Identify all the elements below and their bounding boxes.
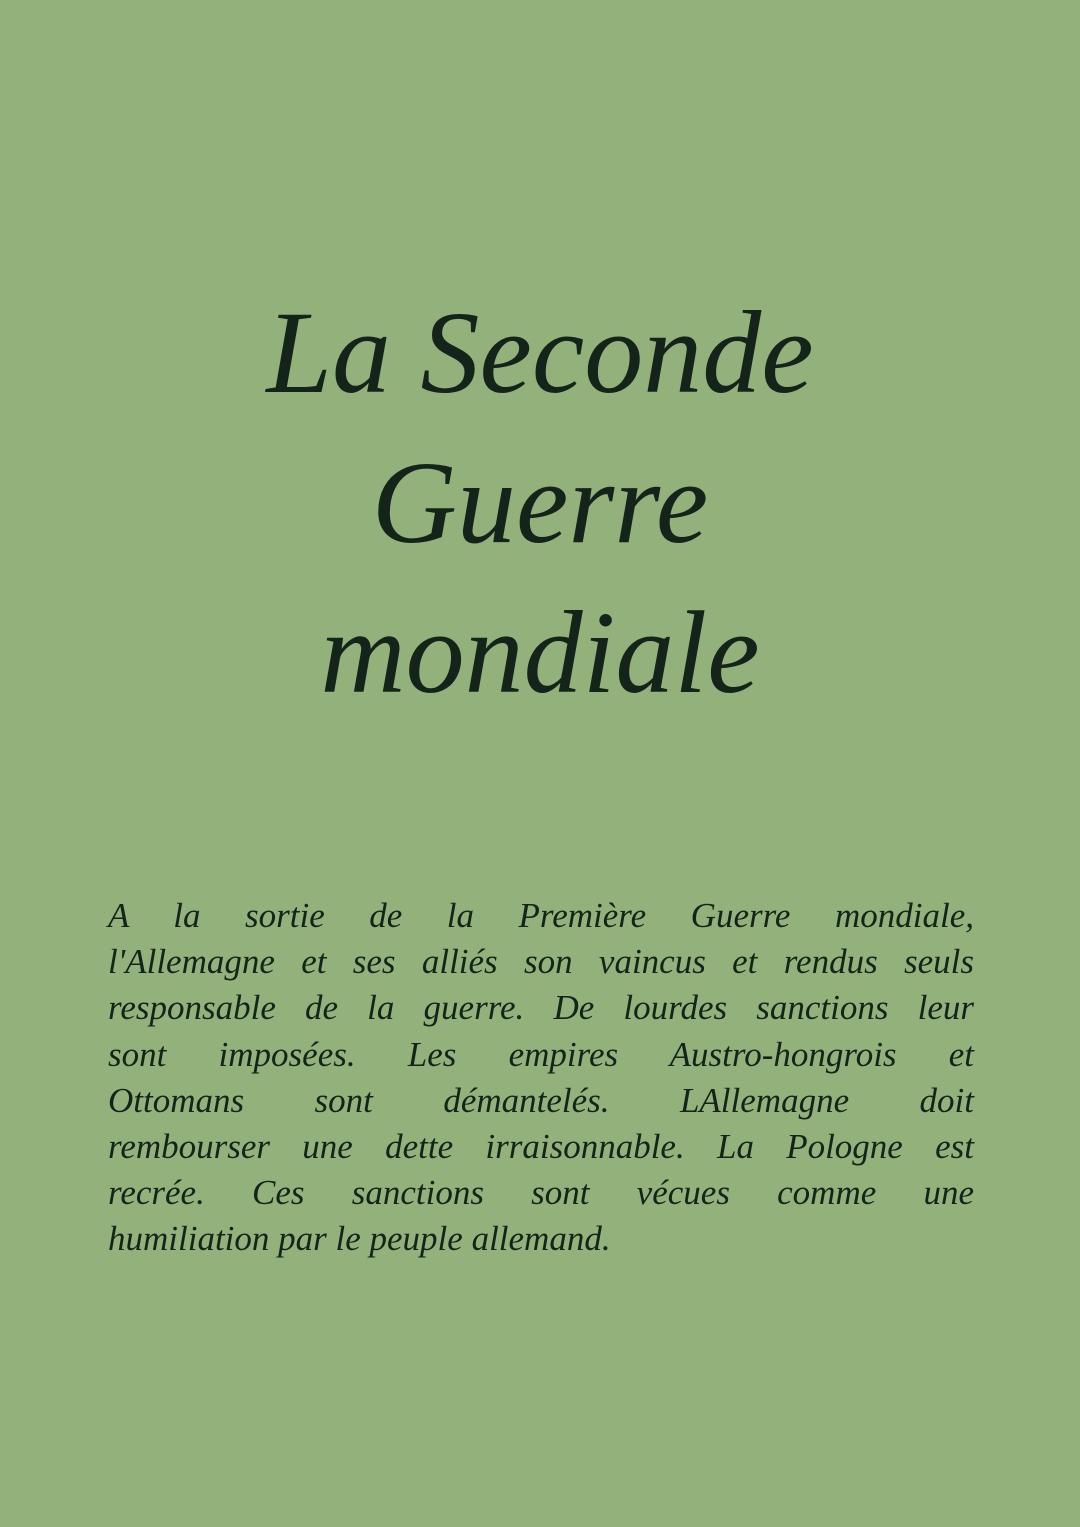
title-line: La Seconde — [266, 287, 814, 418]
paragraph-line: humiliation par le peuple allemand. — [108, 1219, 611, 1259]
paragraph-line: Ottomans sont démantelés. LAllemagne doit — [108, 1080, 974, 1120]
page-title — [0, 278, 1080, 728]
body-paragraph — [108, 893, 974, 1263]
paragraph-line: A la sortie de la Première Guerre mondiale, — [108, 896, 974, 935]
paragraph-line: sont imposées. Les empires Austro-hongrois et — [108, 1034, 974, 1074]
paragraph-line: l'Allemagne et ses alliés son vaincus et rendus seuls — [108, 942, 974, 982]
paragraph-line: rembourser une dette irraisonnable. La Pologne est — [108, 1126, 974, 1166]
paragraph-line: responsable de la guerre. De lourdes sanctions leur — [108, 988, 974, 1028]
title-line: mondiale — [320, 587, 760, 718]
paragraph-line: recrée. Ces sanctions sont vécues comme une — [108, 1173, 974, 1213]
title-line: Guerre — [371, 437, 709, 568]
